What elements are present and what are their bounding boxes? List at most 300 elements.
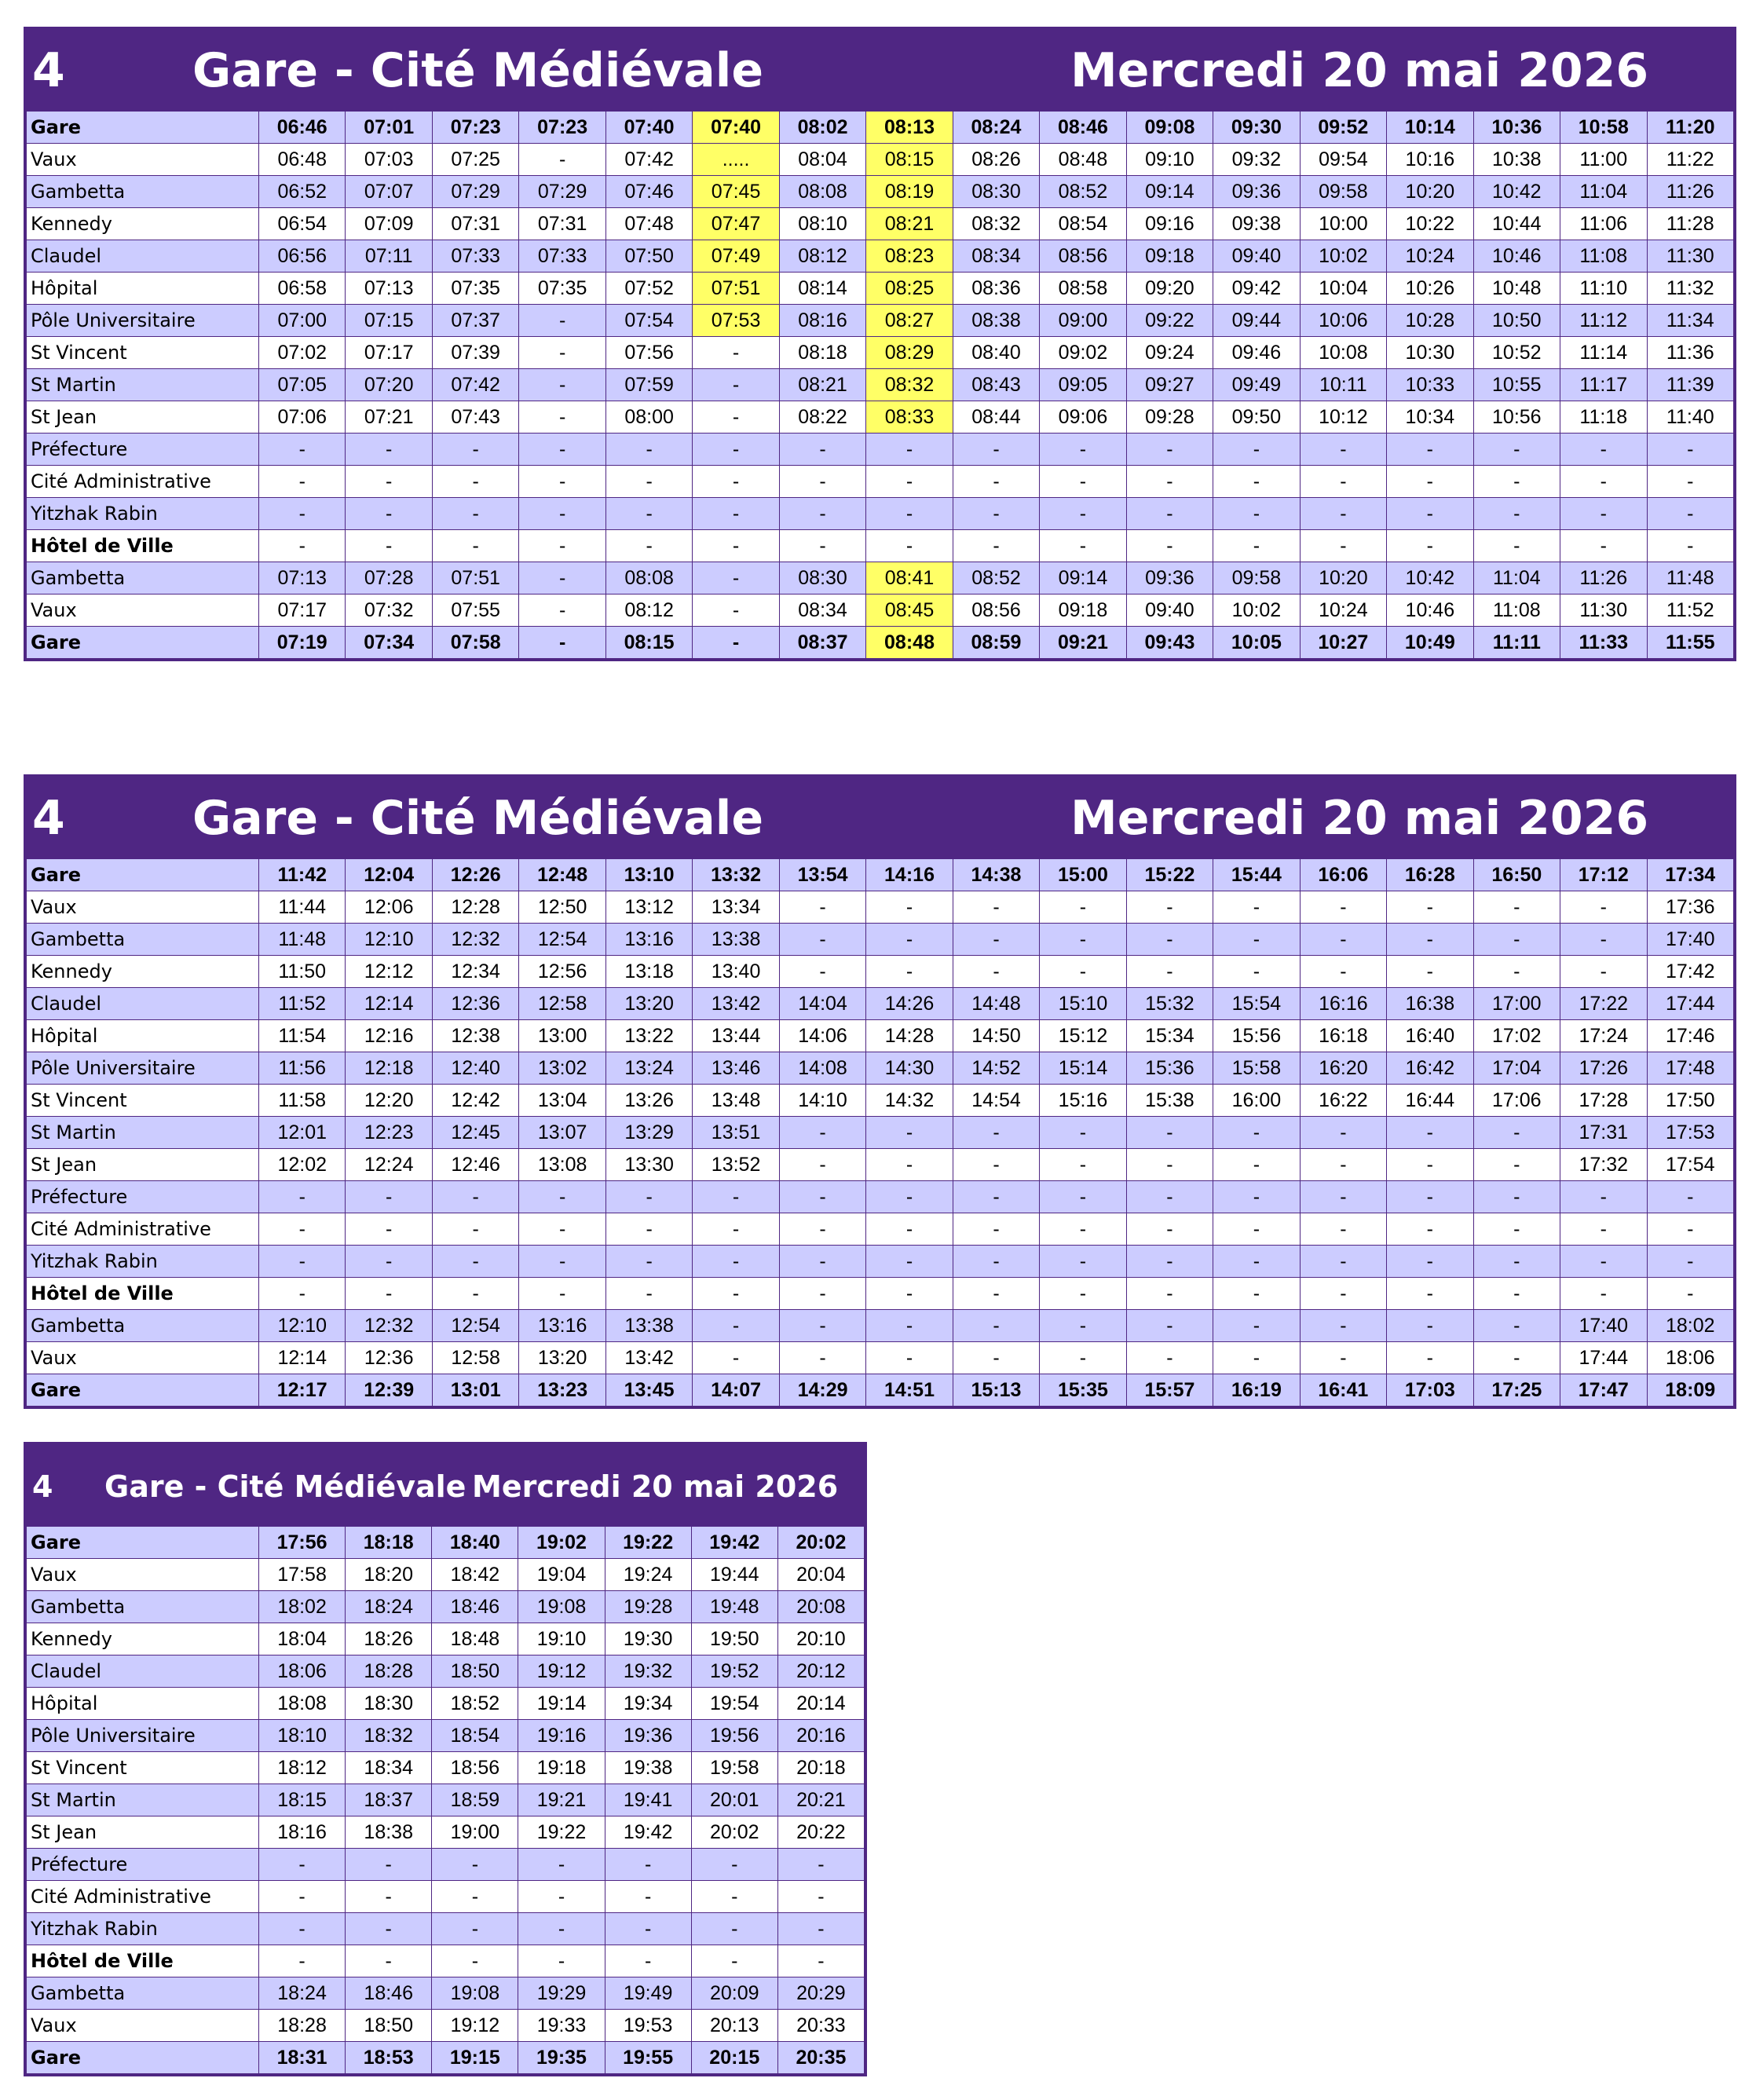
departure-time: 19:04 bbox=[518, 1559, 605, 1591]
departure-time: 10:48 bbox=[1473, 273, 1560, 305]
departure-time: - bbox=[1126, 891, 1213, 924]
departure-time: 07:40 bbox=[605, 112, 692, 144]
departure-time: - bbox=[519, 401, 605, 434]
departure-time: 11:54 bbox=[259, 1020, 346, 1052]
departure-time: 18:31 bbox=[259, 2042, 346, 2074]
schedule-table bbox=[26, 111, 1734, 659]
departure-time: 12:32 bbox=[346, 1310, 432, 1342]
departure-time: 07:42 bbox=[605, 144, 692, 176]
departure-time: - bbox=[519, 305, 605, 337]
departure-time: 13:45 bbox=[605, 1374, 692, 1407]
departure-time: 15:14 bbox=[1040, 1052, 1126, 1085]
departure-time: 11:39 bbox=[1647, 369, 1734, 401]
departure-time: - bbox=[1213, 1213, 1300, 1246]
departure-time: - bbox=[346, 1913, 432, 1945]
stop-row-cite-administrative bbox=[27, 466, 1734, 498]
departure-time: - bbox=[432, 498, 518, 530]
departure-time: 11:40 bbox=[1647, 401, 1734, 434]
departure-time: 08:29 bbox=[866, 337, 953, 369]
departure-time: - bbox=[605, 1181, 692, 1213]
departure-time: 17:47 bbox=[1560, 1374, 1647, 1407]
departure-time: - bbox=[1213, 498, 1300, 530]
departure-time: - bbox=[953, 1246, 1039, 1278]
departure-time: 18:37 bbox=[346, 1784, 432, 1816]
departure-time: 13:52 bbox=[693, 1149, 779, 1181]
stop-name: Hôtel de Ville bbox=[27, 1945, 259, 1977]
departure-time: - bbox=[953, 891, 1039, 924]
departure-time: - bbox=[432, 1849, 518, 1881]
departure-time: - bbox=[953, 1181, 1039, 1213]
departure-time: 19:50 bbox=[691, 1623, 777, 1655]
departure-time: 19:12 bbox=[518, 1655, 605, 1688]
departure-time: 08:52 bbox=[1040, 176, 1126, 208]
departure-time: 09:38 bbox=[1213, 208, 1300, 240]
departure-time: 08:15 bbox=[866, 144, 953, 176]
departure-time: 16:22 bbox=[1300, 1085, 1386, 1117]
departure-time: - bbox=[779, 1213, 865, 1246]
departure-time: 07:23 bbox=[519, 112, 605, 144]
departure-time: 09:21 bbox=[1040, 627, 1126, 659]
line-number: 4 bbox=[32, 43, 65, 98]
departure-time: 13:08 bbox=[519, 1149, 605, 1181]
departure-time: - bbox=[519, 562, 605, 595]
departure-time: 16:00 bbox=[1213, 1085, 1300, 1117]
departure-time: - bbox=[779, 1342, 865, 1374]
departure-time: - bbox=[346, 1213, 432, 1246]
departure-time: 09:18 bbox=[1126, 240, 1213, 273]
departure-time: - bbox=[432, 530, 518, 562]
departure-time: - bbox=[777, 1849, 864, 1881]
departure-time: 19:42 bbox=[691, 1527, 777, 1559]
departure-time: 12:36 bbox=[346, 1342, 432, 1374]
departure-time: - bbox=[953, 530, 1039, 562]
departure-time: - bbox=[259, 1278, 346, 1310]
departure-time: - bbox=[259, 498, 346, 530]
stop-name: Kennedy bbox=[27, 956, 259, 988]
departure-time: 11:08 bbox=[1560, 240, 1647, 273]
departure-time: - bbox=[1560, 1278, 1647, 1310]
departure-time: 11:55 bbox=[1647, 627, 1734, 659]
departure-time: 18:52 bbox=[432, 1688, 518, 1720]
departure-time: 09:08 bbox=[1126, 112, 1213, 144]
departure-time: 08:45 bbox=[866, 595, 953, 627]
departure-time: 08:40 bbox=[953, 337, 1039, 369]
stop-row-claudel bbox=[27, 240, 1734, 273]
departure-time: 19:32 bbox=[605, 1655, 691, 1688]
departure-time: 06:46 bbox=[259, 112, 346, 144]
departure-time: 19:30 bbox=[605, 1623, 691, 1655]
departure-time: - bbox=[1126, 530, 1213, 562]
departure-time: - bbox=[779, 956, 865, 988]
departure-time: - bbox=[432, 1945, 518, 1977]
stop-name: St Vincent bbox=[27, 337, 259, 369]
departure-time: 17:24 bbox=[1560, 1020, 1647, 1052]
departure-time: 20:01 bbox=[691, 1784, 777, 1816]
departure-time: 12:18 bbox=[346, 1052, 432, 1085]
departure-time: 07:34 bbox=[346, 627, 432, 659]
departure-time: 08:13 bbox=[866, 112, 953, 144]
departure-time: 18:20 bbox=[346, 1559, 432, 1591]
stop-name: St Jean bbox=[27, 401, 259, 434]
departure-time: 10:49 bbox=[1387, 627, 1473, 659]
timetable-header bbox=[26, 1444, 865, 1526]
departure-time: 12:40 bbox=[432, 1052, 518, 1085]
departure-time: 17:12 bbox=[1560, 859, 1647, 891]
departure-time: 17:32 bbox=[1560, 1149, 1647, 1181]
departure-time: 18:46 bbox=[432, 1591, 518, 1623]
departure-time: - bbox=[1040, 530, 1126, 562]
departure-time: - bbox=[1040, 434, 1126, 466]
departure-time: - bbox=[1300, 1278, 1386, 1310]
departure-time: 09:36 bbox=[1213, 176, 1300, 208]
departure-time: 19:08 bbox=[518, 1591, 605, 1623]
stop-name: St Jean bbox=[27, 1816, 259, 1849]
departure-time: - bbox=[346, 1246, 432, 1278]
departure-time: - bbox=[693, 1213, 779, 1246]
departure-time: - bbox=[1473, 1278, 1560, 1310]
departure-time: 09:18 bbox=[1040, 595, 1126, 627]
departure-time: 16:06 bbox=[1300, 859, 1386, 891]
stop-row-hotel-de-ville bbox=[27, 530, 1734, 562]
departure-time: - bbox=[1647, 498, 1734, 530]
departure-time: 17:40 bbox=[1560, 1310, 1647, 1342]
departure-time: 14:51 bbox=[866, 1374, 953, 1407]
departure-time: 15:36 bbox=[1126, 1052, 1213, 1085]
departure-time: - bbox=[693, 434, 779, 466]
departure-time: 10:33 bbox=[1387, 369, 1473, 401]
departure-time: 09:49 bbox=[1213, 369, 1300, 401]
departure-time: - bbox=[1300, 1342, 1386, 1374]
departure-time: 13:12 bbox=[605, 891, 692, 924]
departure-time: - bbox=[346, 1881, 432, 1913]
departure-time: 08:48 bbox=[866, 627, 953, 659]
departure-time: - bbox=[1387, 1117, 1473, 1149]
departure-time: 19:24 bbox=[605, 1559, 691, 1591]
departure-time: 18:48 bbox=[432, 1623, 518, 1655]
stop-row-kennedy bbox=[27, 1623, 865, 1655]
departure-time: 08:27 bbox=[866, 305, 953, 337]
departure-time: 12:12 bbox=[346, 956, 432, 988]
departure-time: - bbox=[1126, 924, 1213, 956]
departure-time: - bbox=[691, 1881, 777, 1913]
stop-row-gare bbox=[27, 1527, 865, 1559]
departure-time: - bbox=[866, 1149, 953, 1181]
departure-time: 13:46 bbox=[693, 1052, 779, 1085]
departure-time: - bbox=[1560, 1246, 1647, 1278]
departure-time: 10:50 bbox=[1473, 305, 1560, 337]
departure-time: 09:46 bbox=[1213, 337, 1300, 369]
departure-time: 17:56 bbox=[259, 1527, 346, 1559]
departure-time: 07:25 bbox=[432, 144, 518, 176]
stop-name: Pôle Universitaire bbox=[27, 1052, 259, 1085]
departure-time: 18:42 bbox=[432, 1559, 518, 1591]
stop-name: Claudel bbox=[27, 988, 259, 1020]
stop-name: St Jean bbox=[27, 1149, 259, 1181]
departure-time: 18:10 bbox=[259, 1720, 346, 1752]
departure-time: - bbox=[259, 1849, 346, 1881]
stop-row-vaux bbox=[27, 144, 1734, 176]
departure-time: 18:32 bbox=[346, 1720, 432, 1752]
departure-time: 08:15 bbox=[605, 627, 692, 659]
departure-time: 15:54 bbox=[1213, 988, 1300, 1020]
departure-time: 15:35 bbox=[1040, 1374, 1126, 1407]
departure-time: 19:35 bbox=[518, 2042, 605, 2074]
stop-name: Gambetta bbox=[27, 1977, 259, 2010]
departure-time: - bbox=[1213, 956, 1300, 988]
departure-time: 18:38 bbox=[346, 1816, 432, 1849]
departure-time: - bbox=[1300, 956, 1386, 988]
departure-time: - bbox=[1473, 891, 1560, 924]
stop-name: St Martin bbox=[27, 1784, 259, 1816]
departure-time: 09:58 bbox=[1300, 176, 1386, 208]
departure-time: 20:15 bbox=[691, 2042, 777, 2074]
departure-time: - bbox=[1560, 434, 1647, 466]
departure-time: 07:43 bbox=[432, 401, 518, 434]
departure-time: - bbox=[1387, 891, 1473, 924]
departure-time: - bbox=[1473, 498, 1560, 530]
departure-time: 15:56 bbox=[1213, 1020, 1300, 1052]
departure-time: 07:07 bbox=[346, 176, 432, 208]
stop-row-gambetta bbox=[27, 1310, 1734, 1342]
stop-name: Hôtel de Ville bbox=[27, 1278, 259, 1310]
departure-time: - bbox=[259, 1181, 346, 1213]
departure-time: 19:14 bbox=[518, 1688, 605, 1720]
departure-time: - bbox=[259, 1881, 346, 1913]
stop-row-pole-universitaire bbox=[27, 1720, 865, 1752]
departure-time: 08:30 bbox=[953, 176, 1039, 208]
departure-time: 19:41 bbox=[605, 1784, 691, 1816]
departure-time: 10:46 bbox=[1473, 240, 1560, 273]
stop-row-vaux bbox=[27, 891, 1734, 924]
departure-time: 19:52 bbox=[691, 1655, 777, 1688]
departure-time: - bbox=[605, 1913, 691, 1945]
schedule-table bbox=[26, 858, 1734, 1407]
departure-time: - bbox=[693, 595, 779, 627]
departure-time: 11:48 bbox=[1647, 562, 1734, 595]
departure-time: 15:57 bbox=[1126, 1374, 1213, 1407]
departure-time: 15:12 bbox=[1040, 1020, 1126, 1052]
departure-time: - bbox=[779, 924, 865, 956]
departure-time: 07:11 bbox=[346, 240, 432, 273]
stop-name: Gare bbox=[27, 627, 259, 659]
departure-time: - bbox=[693, 530, 779, 562]
departure-time: - bbox=[346, 1278, 432, 1310]
departure-time: - bbox=[779, 1278, 865, 1310]
stop-row-st-vincent bbox=[27, 1085, 1734, 1117]
departure-time: 10:55 bbox=[1473, 369, 1560, 401]
stop-name: Gambetta bbox=[27, 176, 259, 208]
departure-time: - bbox=[1387, 956, 1473, 988]
departure-time: 15:13 bbox=[953, 1374, 1039, 1407]
departure-time: 07:45 bbox=[693, 176, 779, 208]
stop-row-prefecture bbox=[27, 434, 1734, 466]
departure-time: 11:26 bbox=[1647, 176, 1734, 208]
departure-time: 07:05 bbox=[259, 369, 346, 401]
departure-time: 10:16 bbox=[1387, 144, 1473, 176]
departure-time: 13:38 bbox=[693, 924, 779, 956]
departure-time: 16:20 bbox=[1300, 1052, 1386, 1085]
departure-time: - bbox=[346, 1849, 432, 1881]
departure-time: 16:19 bbox=[1213, 1374, 1300, 1407]
departure-time: - bbox=[1040, 1181, 1126, 1213]
departure-time: - bbox=[1300, 1310, 1386, 1342]
departure-time: - bbox=[1473, 466, 1560, 498]
departure-time: - bbox=[259, 1913, 346, 1945]
departure-time: - bbox=[866, 1310, 953, 1342]
stop-name: Gare bbox=[27, 1527, 259, 1559]
departure-time: 12:14 bbox=[259, 1342, 346, 1374]
departure-time: 08:21 bbox=[866, 208, 953, 240]
departure-time: 13:30 bbox=[605, 1149, 692, 1181]
departure-time: - bbox=[1126, 956, 1213, 988]
departure-time: 18:15 bbox=[259, 1784, 346, 1816]
departure-time: - bbox=[779, 891, 865, 924]
departure-time: - bbox=[518, 1881, 605, 1913]
departure-time: 17:06 bbox=[1473, 1085, 1560, 1117]
departure-time: - bbox=[519, 466, 605, 498]
stop-row-pole-universitaire bbox=[27, 1052, 1734, 1085]
departure-time: - bbox=[1300, 924, 1386, 956]
departure-time: - bbox=[1560, 1181, 1647, 1213]
stop-row-st-vincent bbox=[27, 1752, 865, 1784]
departure-time: 19:08 bbox=[432, 1977, 518, 2010]
departure-time: 08:10 bbox=[779, 208, 865, 240]
departure-time: 09:24 bbox=[1126, 337, 1213, 369]
departure-time: 15:58 bbox=[1213, 1052, 1300, 1085]
departure-time: - bbox=[866, 1278, 953, 1310]
departure-time: - bbox=[1300, 891, 1386, 924]
departure-time: 08:46 bbox=[1040, 112, 1126, 144]
departure-time: 19:49 bbox=[605, 1977, 691, 2010]
departure-time: - bbox=[1126, 434, 1213, 466]
departure-time: 07:13 bbox=[346, 273, 432, 305]
departure-time: 18:40 bbox=[432, 1527, 518, 1559]
departure-time: 07:33 bbox=[519, 240, 605, 273]
departure-time: - bbox=[777, 1881, 864, 1913]
departure-time: 20:29 bbox=[777, 1977, 864, 2010]
departure-time: 19:36 bbox=[605, 1720, 691, 1752]
departure-time: - bbox=[1040, 1149, 1126, 1181]
stop-name: Préfecture bbox=[27, 1181, 259, 1213]
stop-name: Vaux bbox=[27, 144, 259, 176]
departure-time: 08:12 bbox=[605, 595, 692, 627]
departure-time: 11:42 bbox=[259, 859, 346, 891]
departure-time: 12:48 bbox=[519, 859, 605, 891]
departure-time: 08:16 bbox=[779, 305, 865, 337]
departure-time: 09:58 bbox=[1213, 562, 1300, 595]
departure-time: 19:34 bbox=[605, 1688, 691, 1720]
stop-row-gare bbox=[27, 1374, 1734, 1407]
departure-time: - bbox=[1300, 1181, 1386, 1213]
stop-row-st-jean bbox=[27, 1816, 865, 1849]
departure-time: 13:20 bbox=[519, 1342, 605, 1374]
departure-time: 15:38 bbox=[1126, 1085, 1213, 1117]
departure-time: 11:17 bbox=[1560, 369, 1647, 401]
line-number: 4 bbox=[32, 1469, 53, 1504]
timetable-morning bbox=[24, 27, 1736, 661]
stop-name: Pôle Universitaire bbox=[27, 305, 259, 337]
departure-time: - bbox=[432, 466, 518, 498]
stop-row-hopital bbox=[27, 1688, 865, 1720]
departure-time: 07:32 bbox=[346, 595, 432, 627]
departure-time: 10:52 bbox=[1473, 337, 1560, 369]
service-date: Mercredi 20 mai 2026 bbox=[472, 1469, 839, 1504]
departure-time: - bbox=[1040, 1246, 1126, 1278]
departure-time: 13:54 bbox=[779, 859, 865, 891]
departure-time: 14:04 bbox=[779, 988, 865, 1020]
departure-time: 11:06 bbox=[1560, 208, 1647, 240]
departure-time: - bbox=[693, 1310, 779, 1342]
departure-time: 10:44 bbox=[1473, 208, 1560, 240]
departure-time: 19:28 bbox=[605, 1591, 691, 1623]
departure-time: 20:21 bbox=[777, 1784, 864, 1816]
schedule-table bbox=[26, 1526, 865, 2074]
stop-name: Yitzhak Rabin bbox=[27, 1246, 259, 1278]
departure-time: 08:58 bbox=[1040, 273, 1126, 305]
departure-time: 15:16 bbox=[1040, 1085, 1126, 1117]
departure-time: 07:46 bbox=[605, 176, 692, 208]
departure-time: 10:00 bbox=[1300, 208, 1386, 240]
departure-time: - bbox=[866, 1117, 953, 1149]
departure-time: 12:04 bbox=[346, 859, 432, 891]
departure-time: 17:31 bbox=[1560, 1117, 1647, 1149]
departure-time: 10:24 bbox=[1300, 595, 1386, 627]
departure-time: 09:40 bbox=[1126, 595, 1213, 627]
departure-time: - bbox=[346, 1945, 432, 1977]
departure-time: - bbox=[1473, 1213, 1560, 1246]
departure-time: 14:30 bbox=[866, 1052, 953, 1085]
departure-time: - bbox=[519, 434, 605, 466]
departure-time: - bbox=[432, 1246, 518, 1278]
departure-time: 09:14 bbox=[1040, 562, 1126, 595]
departure-time: - bbox=[1213, 1149, 1300, 1181]
departure-time: - bbox=[693, 1278, 779, 1310]
departure-time: 12:24 bbox=[346, 1149, 432, 1181]
departure-time: 07:29 bbox=[519, 176, 605, 208]
departure-time: 07:53 bbox=[693, 305, 779, 337]
departure-time: 17:44 bbox=[1560, 1342, 1647, 1374]
departure-time: - bbox=[605, 434, 692, 466]
departure-time: 07:33 bbox=[432, 240, 518, 273]
departure-time: 13:18 bbox=[605, 956, 692, 988]
departure-time: 07:49 bbox=[693, 240, 779, 273]
departure-time: 07:21 bbox=[346, 401, 432, 434]
departure-time: - bbox=[519, 498, 605, 530]
stop-name: Gare bbox=[27, 112, 259, 144]
departure-time: - bbox=[779, 1181, 865, 1213]
departure-time: 13:42 bbox=[693, 988, 779, 1020]
departure-time: 14:50 bbox=[953, 1020, 1039, 1052]
departure-time: - bbox=[259, 434, 346, 466]
departure-time: 18:06 bbox=[1647, 1342, 1734, 1374]
departure-time: 17:34 bbox=[1647, 859, 1734, 891]
departure-time: 13:16 bbox=[605, 924, 692, 956]
departure-time: - bbox=[519, 595, 605, 627]
departure-time: - bbox=[519, 369, 605, 401]
departure-time: 12:39 bbox=[346, 1374, 432, 1407]
departure-time: 18:06 bbox=[259, 1655, 346, 1688]
departure-time: - bbox=[779, 530, 865, 562]
departure-time: - bbox=[1300, 530, 1386, 562]
departure-time: - bbox=[1560, 1213, 1647, 1246]
departure-time: 11:44 bbox=[259, 891, 346, 924]
departure-time: - bbox=[953, 434, 1039, 466]
departure-time: 08:22 bbox=[779, 401, 865, 434]
departure-time: 12:38 bbox=[432, 1020, 518, 1052]
departure-time: 07:48 bbox=[605, 208, 692, 240]
departure-time: 10:42 bbox=[1387, 562, 1473, 595]
departure-time: 20:14 bbox=[777, 1688, 864, 1720]
